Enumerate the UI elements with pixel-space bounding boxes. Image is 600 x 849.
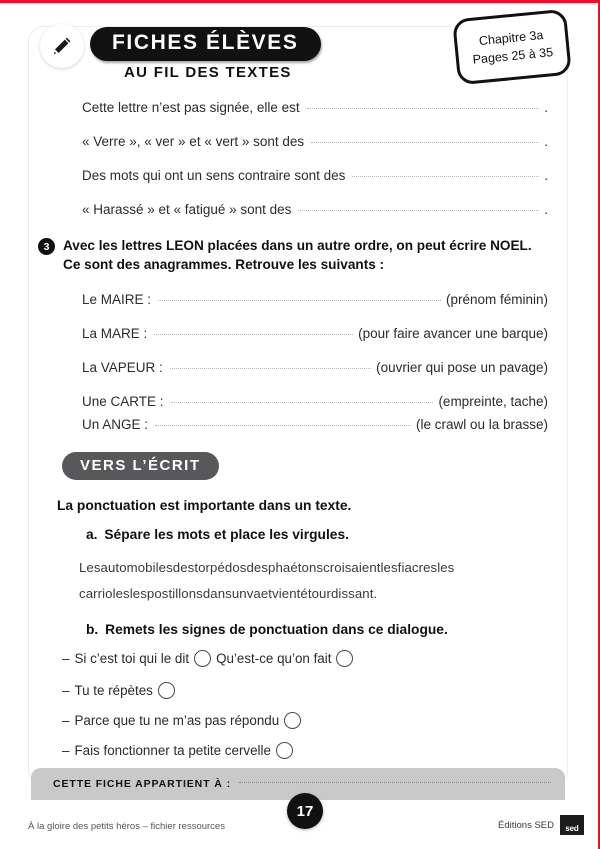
list-item — [82, 417, 548, 432]
chapter-label: Chapitre 3a — [478, 27, 544, 48]
anagram-prompt: La MARE : — [82, 326, 148, 341]
dialogue-segment: Qu’est-ce qu’on fait — [216, 651, 332, 666]
anagram-prompt: Une CARTE : — [82, 394, 164, 409]
page-trim-top — [0, 0, 600, 3]
pencil-icon — [40, 24, 84, 68]
answer-blank[interactable] — [154, 334, 353, 335]
dialogue-segment: Fais fonctionner ta petite cervelle — [74, 743, 271, 758]
dialogue-dash: – — [62, 743, 70, 758]
scrambled-text-line-2: carrioleslespostillonsdansunvaetvientétourdissant. — [79, 586, 378, 601]
answer-blank[interactable] — [311, 142, 539, 143]
dialogue-segment: Si c’est toi qui le dit — [74, 651, 190, 666]
list-item — [82, 168, 548, 183]
punctuation-circle[interactable] — [284, 712, 301, 729]
dialogue-line — [62, 682, 180, 699]
sub-question-b-instruction: Remets les signes de ponctuation dans ce dialogue. — [105, 622, 448, 637]
dialogue-dash: – — [62, 683, 70, 698]
punctuation-circle[interactable] — [276, 742, 293, 759]
question-tail: . — [544, 202, 548, 217]
dialogue-line — [62, 712, 306, 729]
answer-blank[interactable] — [158, 300, 441, 301]
sed-logo — [560, 815, 584, 835]
list-item — [82, 360, 548, 375]
sub-question-a-instruction: Sépare les mots et place les virgules. — [104, 527, 349, 542]
dialogue-dash: – — [62, 651, 70, 666]
anagram-prompt: Le MAIRE : — [82, 292, 152, 307]
list-item — [82, 134, 548, 149]
footer-publisher-text: Éditions SED — [498, 820, 554, 831]
list-item — [82, 100, 548, 115]
question-prompt: Des mots qui ont un sens contraire sont des — [82, 168, 346, 183]
owner-name-blank[interactable] — [239, 782, 551, 783]
sub-question-a — [86, 527, 349, 542]
anagram-prompt: La VAPEUR : — [82, 360, 163, 375]
question-prompt: Cette lettre n’est pas signée, elle est — [82, 100, 300, 115]
dialogue-segment: Tu te répètes — [74, 683, 153, 698]
question-tail: . — [544, 100, 548, 115]
dialogue-dash: – — [62, 713, 70, 728]
answer-blank[interactable] — [298, 210, 539, 211]
footer-source-text: À la gloire des petits héros – fichier ressources — [28, 821, 225, 832]
question-tail: . — [544, 134, 548, 149]
dialogue-segment: Parce que tu ne m’as pas répondu — [74, 713, 280, 728]
answer-blank[interactable] — [171, 402, 434, 403]
answer-blank[interactable] — [352, 176, 539, 177]
writing-lead-text: La ponctuation est importante dans un texte. — [57, 498, 352, 513]
question-prompt: « Harassé » et « fatigué » sont des — [82, 202, 292, 217]
exercise-3-heading — [38, 236, 548, 275]
anagram-hint: (prénom féminin) — [445, 292, 548, 307]
anagram-hint: (ouvrier qui pose un pavage) — [376, 360, 548, 375]
owner-label: CETTE FICHE APPARTIENT À : — [53, 778, 231, 790]
page-number-badge: 17 — [287, 793, 323, 829]
list-item — [82, 292, 548, 307]
sub-question-b-letter: b. — [86, 622, 99, 637]
anagram-hint: (empreinte, tache) — [438, 394, 548, 409]
anagram-hint: (pour faire avancer une barque) — [358, 326, 548, 341]
question-tail: . — [544, 168, 548, 183]
page-subtitle: AU FIL DES TEXTES — [124, 64, 292, 81]
exercise-instruction: Avec les lettres LEON placées dans un autre ordre, on peut écrire NOEL. Ce sont des anagrammes. Retrouve les suivants : — [63, 238, 532, 273]
section-badge-vers-lecrit: VERS L’ÉCRIT — [62, 452, 219, 480]
anagram-hint: (le crawl ou la brasse) — [415, 417, 548, 432]
chapter-badge — [452, 9, 572, 86]
answer-blank[interactable] — [170, 368, 371, 369]
list-item — [82, 202, 548, 217]
punctuation-circle[interactable] — [336, 650, 353, 667]
page-title: FICHES ÉLÈVES — [90, 27, 321, 61]
question-prompt: « Verre », « ver » et « vert » sont des — [82, 134, 305, 149]
list-item — [82, 326, 548, 341]
answer-blank[interactable] — [155, 425, 411, 426]
sub-question-b — [86, 622, 448, 637]
dialogue-line — [62, 742, 298, 759]
punctuation-circle[interactable] — [194, 650, 211, 667]
exercise-number-badge: 3 — [38, 238, 55, 255]
anagram-prompt: Un ANGE : — [82, 417, 149, 432]
sed-logo-text: sed — [565, 824, 579, 833]
punctuation-circle[interactable] — [158, 682, 175, 699]
list-item — [82, 394, 548, 409]
scrambled-text-line-1: Lesautomobilesdestorpédosdesphaétonscroisaientlesfiacresles — [79, 560, 455, 575]
chapter-pages: Pages 25 à 35 — [472, 45, 554, 67]
answer-blank[interactable] — [307, 108, 540, 109]
dialogue-line — [62, 650, 358, 667]
sub-question-a-letter: a. — [86, 527, 98, 542]
